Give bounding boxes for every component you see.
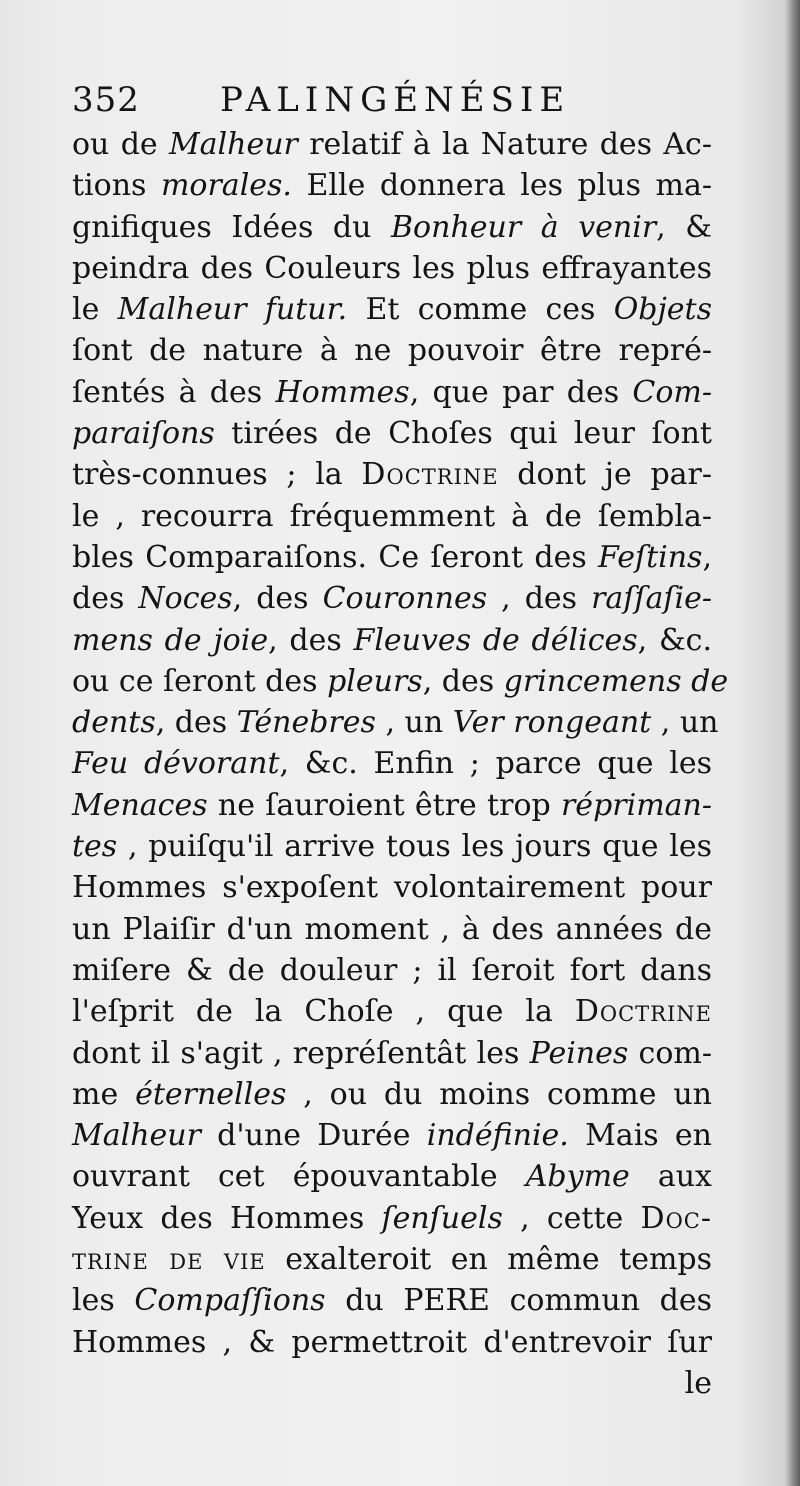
italic-text: Ténebres bbox=[236, 705, 376, 741]
text-line bbox=[72, 950, 712, 991]
page-number: 352 bbox=[72, 80, 140, 120]
italic-text: Feu dévorant bbox=[72, 746, 280, 782]
text-line bbox=[72, 909, 712, 950]
text-run: d'une Durée bbox=[200, 1118, 427, 1154]
text-line bbox=[72, 330, 712, 371]
text-run: Et comme ces bbox=[347, 292, 614, 328]
small-caps-text: Doctrine bbox=[361, 457, 499, 493]
text-line bbox=[72, 867, 712, 908]
text-run: le , recourra fréquemment à de ſembla- bbox=[72, 498, 712, 534]
text-line bbox=[72, 785, 712, 826]
text-run: , des bbox=[268, 622, 354, 658]
text-line bbox=[72, 248, 712, 289]
text-line bbox=[72, 1363, 712, 1404]
small-caps-text: trine de vie bbox=[72, 1242, 266, 1278]
text-run: Yeux des Hommes bbox=[72, 1200, 382, 1236]
italic-text: Couronnes bbox=[322, 581, 488, 617]
text-line bbox=[72, 537, 712, 578]
text-line bbox=[72, 578, 712, 619]
text-line bbox=[72, 620, 712, 661]
italic-text: morales. bbox=[160, 168, 292, 204]
running-head bbox=[72, 78, 722, 122]
text-run: , puiſqu'il arrive tous les jours que les bbox=[117, 829, 712, 865]
text-run: , &c. Enfin ; parce que les bbox=[279, 746, 712, 782]
text-run: , des bbox=[155, 705, 237, 741]
italic-text: Menaces bbox=[72, 787, 208, 823]
text-line bbox=[72, 702, 719, 743]
text-run: aux bbox=[629, 1159, 712, 1195]
text-run: Hommes s'expoſent volontairement pour bbox=[72, 870, 712, 906]
italic-text: grincemens de bbox=[503, 663, 729, 699]
text-run: , des bbox=[232, 581, 323, 617]
italic-text: Hommes bbox=[275, 374, 410, 410]
text-line bbox=[72, 496, 712, 537]
text-run: Hommes , & permettroit d'entrevoir ſur bbox=[72, 1324, 712, 1360]
text-line bbox=[72, 743, 712, 784]
text-run: me bbox=[72, 1076, 136, 1112]
italic-text: indéfinie. bbox=[426, 1118, 569, 1154]
text-run: ouvrant cet épouvantable bbox=[72, 1159, 526, 1195]
italic-text: Objets bbox=[613, 292, 713, 328]
text-run: ne ſauroient être trop bbox=[207, 787, 561, 823]
italic-text: pleurs bbox=[327, 663, 423, 699]
italic-text: Peines bbox=[529, 1035, 629, 1071]
text-run: , un bbox=[651, 705, 719, 741]
text-run: , &c. bbox=[637, 622, 712, 658]
italic-text: éternelles bbox=[135, 1076, 287, 1112]
text-line bbox=[72, 1239, 712, 1280]
text-line bbox=[72, 372, 712, 413]
text-run: tirées de Choſes qui leur ſont bbox=[214, 416, 712, 452]
italic-text: Malheur bbox=[72, 1118, 201, 1154]
text-line bbox=[72, 1322, 712, 1363]
text-line bbox=[72, 1074, 712, 1115]
text-line bbox=[72, 1198, 712, 1239]
text-run: ou de bbox=[72, 127, 169, 162]
italic-text: paraiſons bbox=[72, 416, 215, 452]
text-run: Mais en bbox=[568, 1118, 712, 1154]
text-run: peindra des Couleurs les plus effrayantes bbox=[72, 250, 712, 286]
running-title: PALINGÉNÉSIE bbox=[220, 80, 571, 120]
italic-text: Abyme bbox=[525, 1159, 630, 1195]
text-run: , cette bbox=[502, 1200, 641, 1236]
text-line bbox=[72, 661, 729, 702]
text-run: relatif à la Nature des Ac- bbox=[297, 127, 712, 162]
small-caps-text: Doc- bbox=[640, 1200, 712, 1236]
small-caps-text: Doctrine bbox=[574, 994, 712, 1030]
text-run: ſentés à des bbox=[72, 374, 276, 410]
italic-text: Com- bbox=[632, 374, 713, 410]
text-run: du PERE commun des bbox=[325, 1283, 713, 1319]
text-run: com- bbox=[628, 1035, 713, 1071]
text-line bbox=[72, 1033, 712, 1074]
text-line bbox=[72, 413, 712, 454]
italic-text: Malheur futur. bbox=[117, 292, 348, 328]
text-run: un Plaiſir d'un moment , à des années de bbox=[72, 911, 712, 947]
text-run: , des bbox=[487, 581, 592, 617]
text-run: le bbox=[72, 292, 118, 328]
text-line bbox=[72, 207, 712, 248]
body-text bbox=[72, 124, 729, 1404]
text-line bbox=[72, 1156, 712, 1197]
text-run: très-connues ; la bbox=[72, 457, 362, 493]
text-run: , bbox=[702, 539, 712, 575]
italic-text: Fleuves de délices bbox=[353, 622, 638, 658]
text-run: ſont de nature à ne pouvoir être repré- bbox=[72, 333, 712, 369]
text-run: , & bbox=[656, 209, 712, 245]
text-run: exalteroit en même temps bbox=[265, 1242, 712, 1278]
text-run: bles Comparaiſons. Ce ſeront des bbox=[72, 539, 599, 575]
italic-text: tes bbox=[72, 829, 118, 865]
italic-text: Malheur bbox=[168, 127, 298, 162]
text-line bbox=[72, 454, 712, 495]
italic-text: répriman- bbox=[560, 787, 712, 823]
text-run: Elle donnera les plus ma- bbox=[291, 168, 712, 204]
italic-text: Compaſſions bbox=[134, 1283, 326, 1319]
text-run: ou ce ſeront des bbox=[72, 663, 328, 699]
italic-text: Ver rongeant bbox=[452, 705, 652, 741]
text-run: gnifiques Idées du bbox=[72, 209, 392, 245]
italic-text: dents bbox=[72, 705, 156, 741]
text-run: miſere & de douleur ; il ſeroit fort dans bbox=[72, 952, 712, 988]
text-run: les bbox=[72, 1283, 135, 1319]
italic-text: ſenſuels bbox=[381, 1200, 503, 1236]
text-line bbox=[72, 1280, 712, 1321]
text-line bbox=[72, 165, 712, 206]
text-line bbox=[72, 1115, 712, 1156]
text-run: dont il s'agit , repréſentât les bbox=[72, 1035, 530, 1071]
text-run: tions bbox=[72, 168, 161, 204]
text-line bbox=[72, 289, 712, 330]
text-line bbox=[72, 124, 712, 165]
text-run: des bbox=[72, 581, 139, 617]
italic-text: Noces bbox=[138, 581, 233, 617]
text-run: le bbox=[684, 1365, 712, 1401]
italic-text: Feſtins bbox=[598, 539, 703, 575]
text-run: dont je par- bbox=[498, 457, 713, 493]
text-run: , ou du moins comme un bbox=[286, 1076, 712, 1112]
text-run: l'eſprit de la Choſe , que la bbox=[72, 994, 575, 1030]
text-line bbox=[72, 991, 712, 1032]
italic-text: mens de joie bbox=[72, 622, 269, 658]
italic-text: raſſaſie- bbox=[591, 581, 713, 617]
text-run: , que par des bbox=[409, 374, 633, 410]
italic-text: Bonheur à venir bbox=[391, 209, 657, 245]
text-run: , des bbox=[422, 663, 504, 699]
text-run: , un bbox=[375, 705, 453, 741]
text-line bbox=[72, 826, 712, 867]
